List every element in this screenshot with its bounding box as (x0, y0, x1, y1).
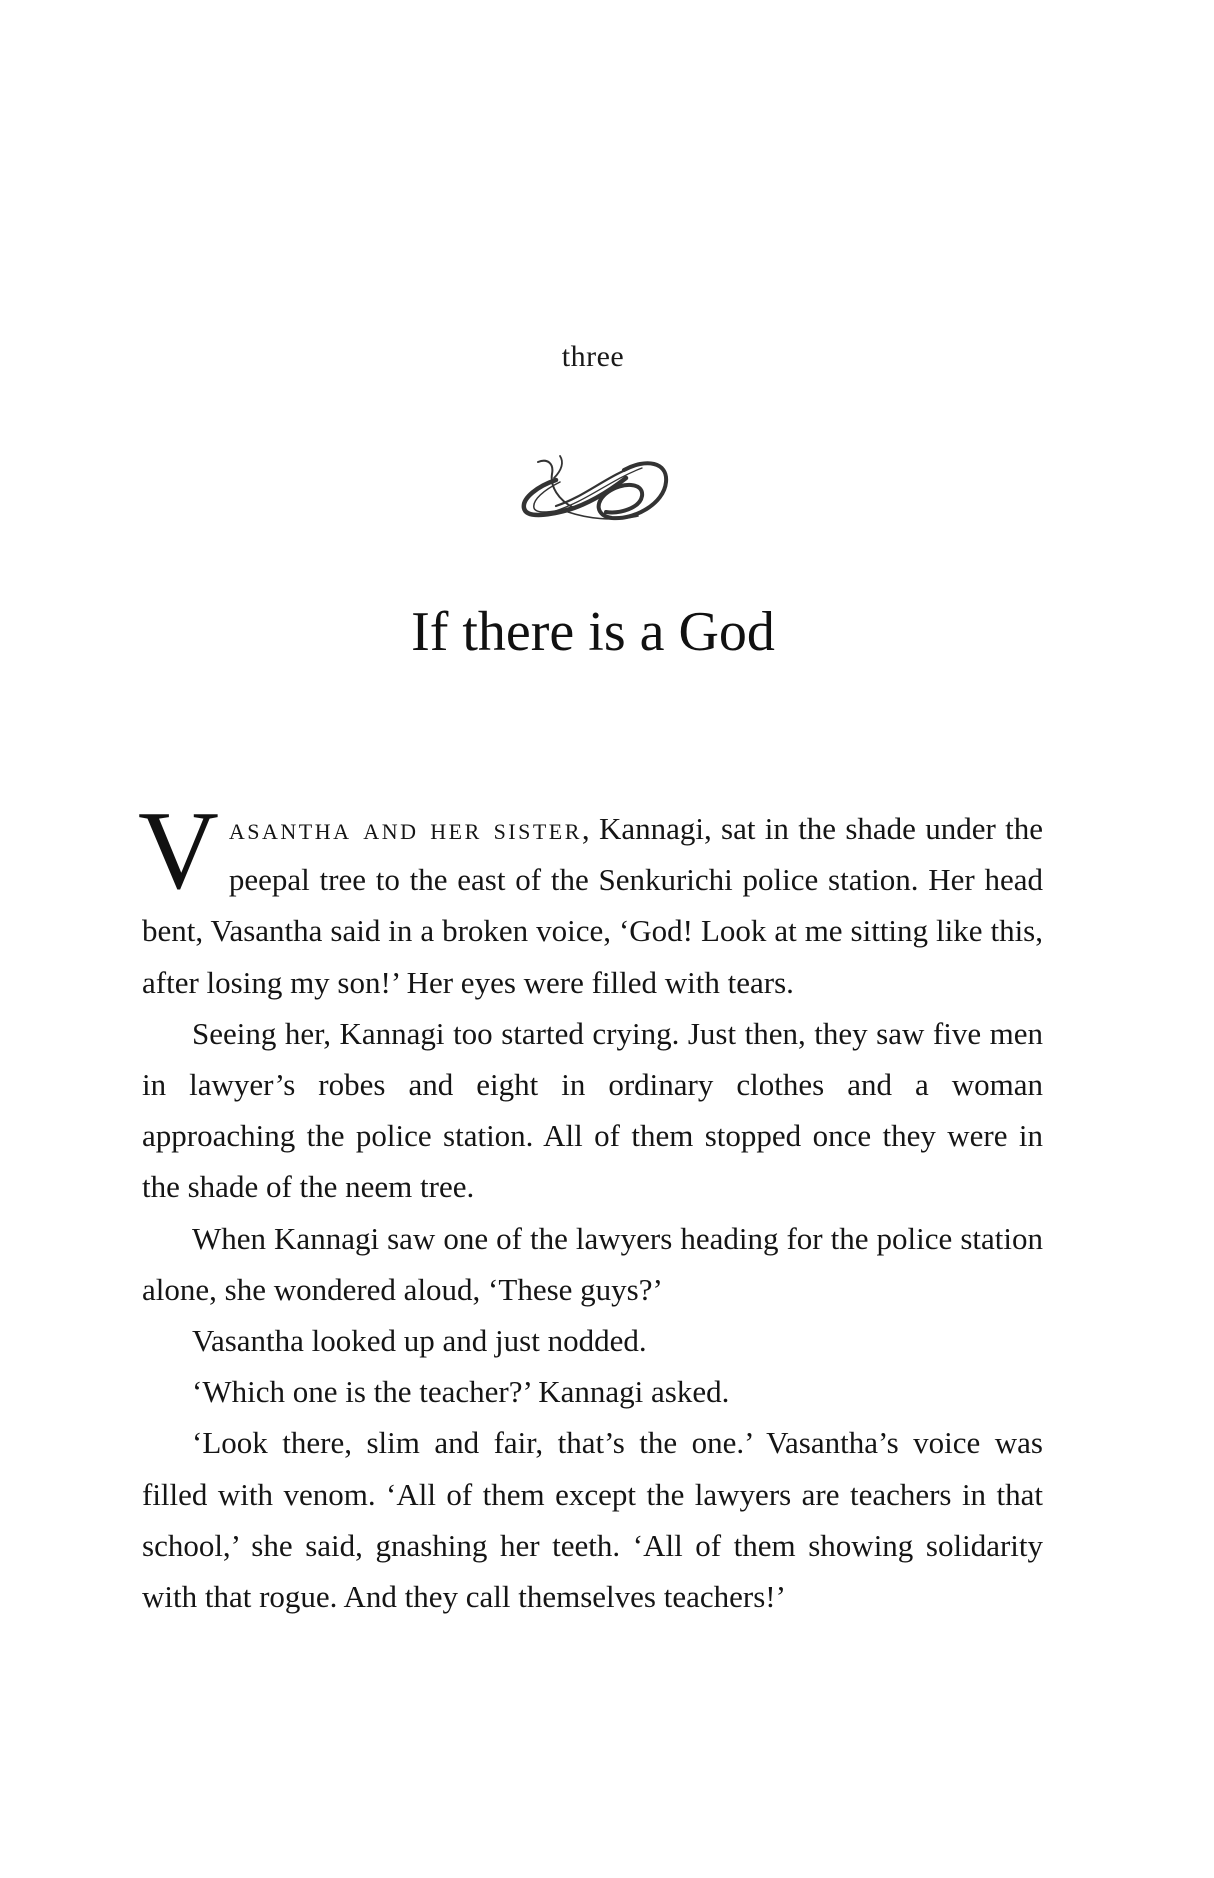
chapter-body (138, 789, 1043, 1622)
chapter-title: If there is a God (411, 601, 775, 663)
drop-cap: V (138, 789, 219, 913)
opening-smallcaps: asantha and her sister (228, 811, 582, 846)
paragraph-4: Vasantha looked up and just nodded. (192, 1323, 647, 1359)
paragraph-5: ‘Which one is the teacher?’ Kannagi asked. (192, 1374, 730, 1410)
chapter-number: three (561, 340, 625, 373)
flourish-ornament-icon (516, 452, 672, 524)
paragraph-2: Seeing her, Kannagi too started crying. Just then, they saw five men in lawyer’s robes and eight in ordinary clothes and a woman approaching the police station. All of them stopped once they were in the shade of the neem tree. (142, 1015, 1043, 1205)
paragraph-3: When Kannagi saw one of the lawyers heading for the police station alone, she wondered aloud, ‘These guys?’ (142, 1220, 1043, 1307)
paragraph-6: ‘Look there, slim and fair, that’s the one.’ Vasantha’s voice was filled with venom. ‘All of them except the lawyers are teachers in that school,’ she said, gnashing her teeth. ‘All of them showing solidarity with that rogue. And they call themselves teachers!’ (142, 1425, 1043, 1615)
paragraph-1 (138, 789, 1043, 1008)
paragraph-text: , Kannagi, sat in the shade under the peepal tree to the east of the Senkurichi police station. Her head bent, Vasantha said in a broken voice, ‘God! Look at me sitting like this, after losing my son!’ Her eyes were filled with tears. (142, 811, 1043, 1000)
